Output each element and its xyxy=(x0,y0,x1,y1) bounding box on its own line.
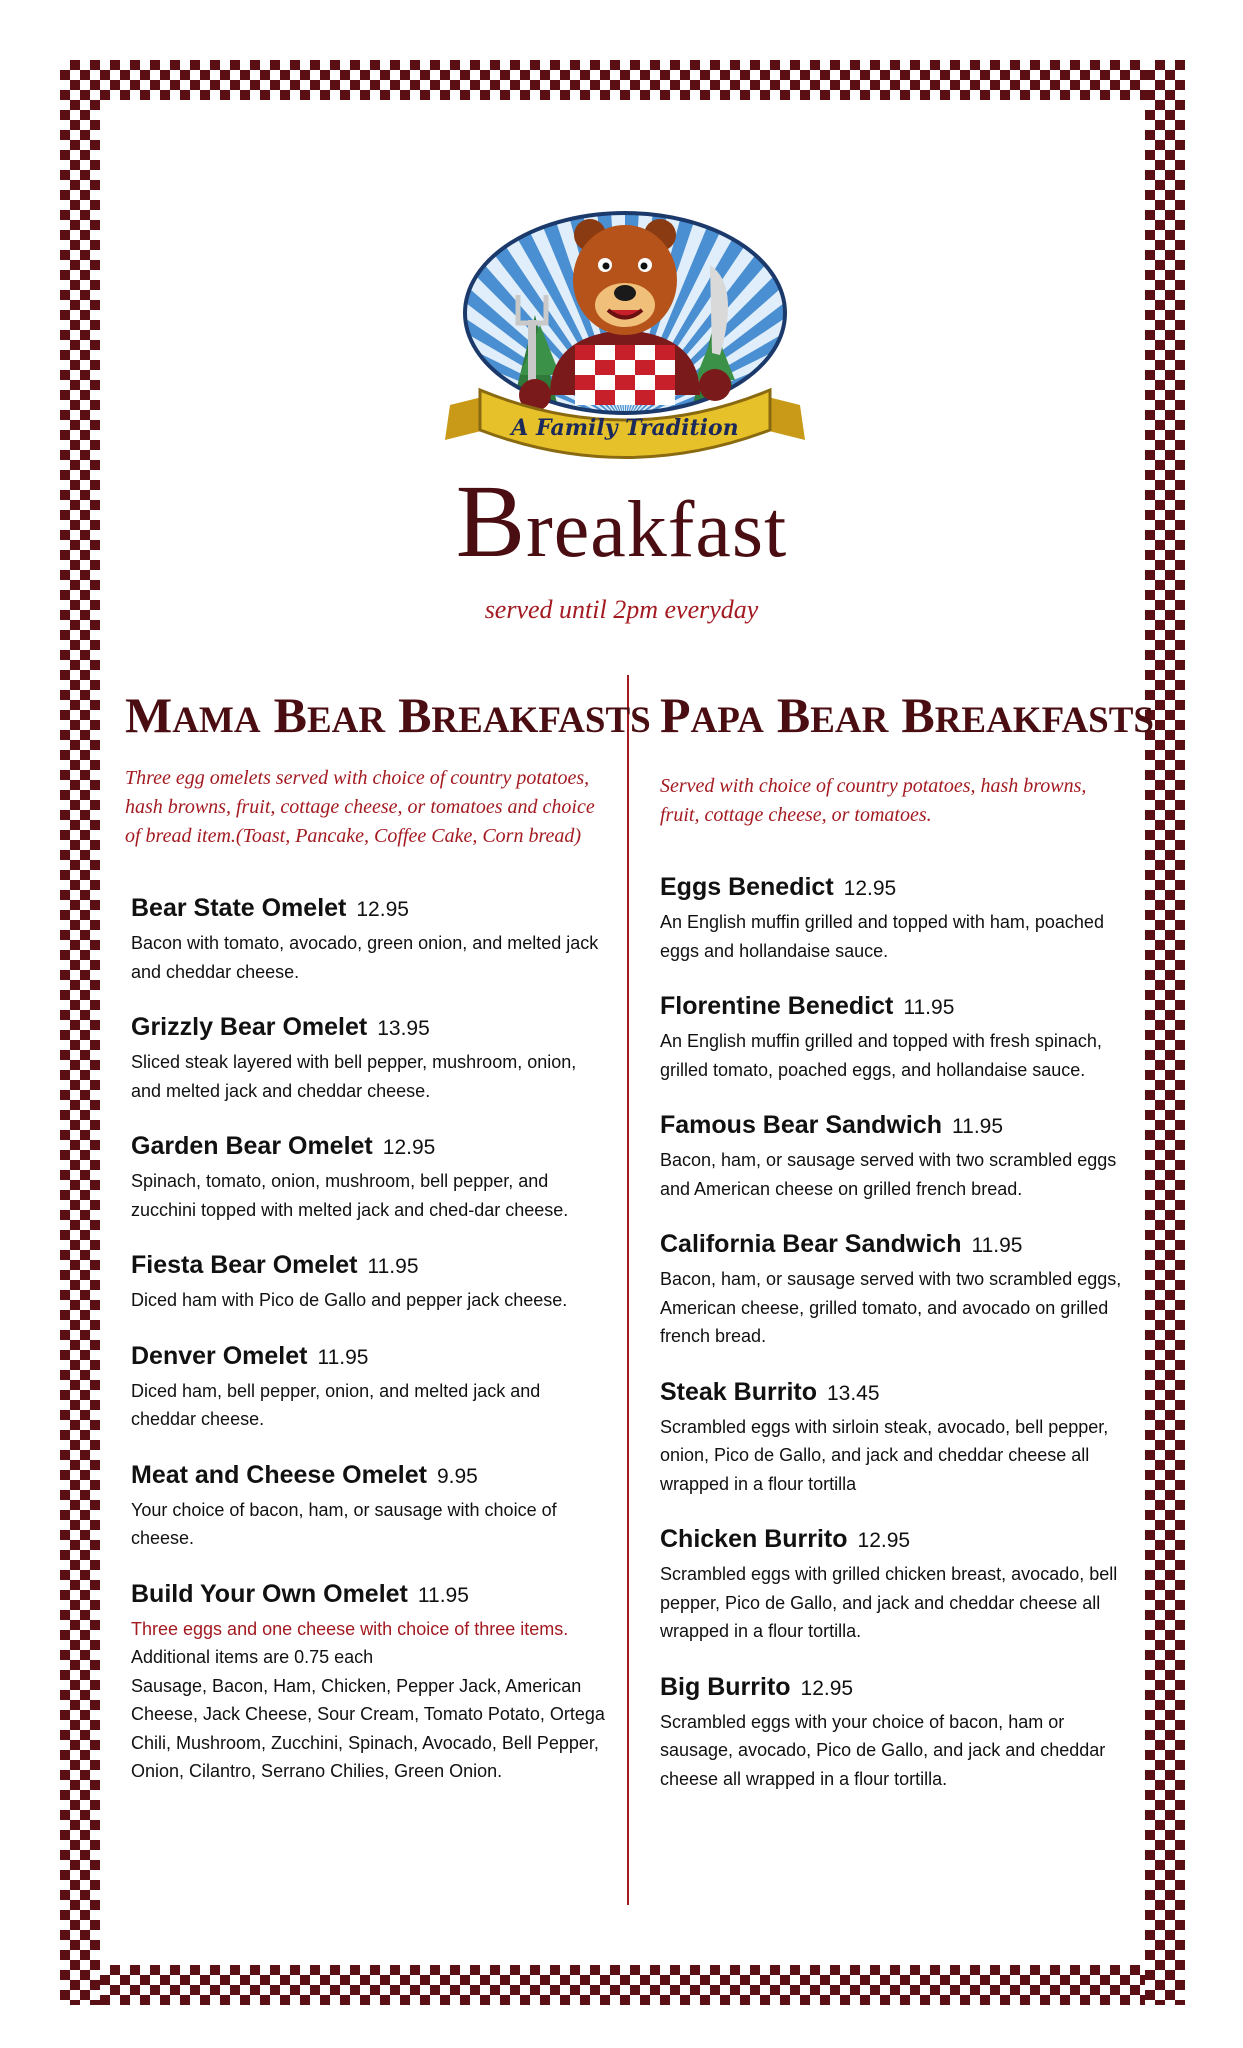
menu-item xyxy=(131,1458,605,1553)
menu-item xyxy=(131,1577,605,1786)
mama-bear-heading: MAMA BEAR BREAKFASTS xyxy=(125,687,651,743)
menu-item-description: Your choice of bacon, ham, or sausage with choice of cheese. xyxy=(131,1499,557,1548)
papa-bear-heading: PAPA BEAR BREAKFASTS xyxy=(660,687,1154,743)
menu-item-name: Florentine Benedict xyxy=(660,992,894,1020)
menu-item-price: 13.95 xyxy=(377,1017,430,1040)
menu-item-header xyxy=(131,891,605,929)
page-title xyxy=(0,464,1243,579)
menu-item-header xyxy=(131,1010,605,1048)
menu-item-description: Diced ham, bell pepper, onion, and melted jack and cheddar cheese. xyxy=(131,1380,541,1429)
menu-item-name: Grizzly Bear Omelet xyxy=(131,1013,368,1041)
menu-item-extra-options: Sausage, Bacon, Ham, Chicken, Pepper Jack, American Cheese, Jack Cheese, Sour Cream, Tomato Potato, Ortega Chili, Mushroom, Zucchini, Spinach, Avocado, Bell Pepper, Onion, Cilantro, Serrano Chilies, Green Onion. xyxy=(131,1675,605,1781)
menu-item-description: Spinach, tomato, onion, mushroom, bell pepper, and zucchini topped with melted jack and ched-dar cheese. xyxy=(131,1171,569,1220)
menu-item-header xyxy=(660,1670,1130,1708)
menu-item-price: 12.95 xyxy=(800,1676,854,1700)
papa-bear-intro: Served with choice of country potatoes, hash browns, fruit, cottage cheese, or tomatoes. xyxy=(660,775,1087,826)
column-divider xyxy=(627,675,629,1905)
menu-item xyxy=(660,1108,1130,1203)
menu-item xyxy=(131,1248,605,1315)
menu-item-description: Bacon, ham, or sausage served with two scrambled eggs, American cheese, grilled tomato, and avocado on grilled french bread. xyxy=(660,1269,1122,1346)
menu-item-price: 12.95 xyxy=(356,898,409,921)
papa-bear-column xyxy=(660,687,1154,1817)
menu-item-name: Denver Omelet xyxy=(131,1341,308,1370)
menu-item-price: 12.95 xyxy=(382,1136,436,1159)
checkered-border-bottom xyxy=(60,1965,1185,2005)
menu-item-description: Diced ham with Pico de Gallo and pepper jack cheese. xyxy=(131,1290,568,1310)
menu-item-price: 13.45 xyxy=(826,1381,880,1405)
menu-item-price: 9.95 xyxy=(436,1464,478,1488)
menu-item-description: An English muffin grilled and topped with fresh spinach, grilled tomato, poached eggs, and hollandaise sauce. xyxy=(660,1031,1102,1080)
mama-bear-intro: Three egg omelets served with choice of country potatoes, hash browns, fruit, cottage cheese, or tomatoes and choice of bread item.(Toast, Pancake, Coffee Cake, Corn bread) xyxy=(125,767,595,847)
menu-item-price: 11.95 xyxy=(971,1234,1023,1257)
menu-item-header xyxy=(131,1248,605,1286)
menu-item-description: An English muffin grilled and topped with ham, poached eggs and hollandaise sauce. xyxy=(660,912,1104,961)
menu-item-name: Meat and Cheese Omelet xyxy=(131,1460,427,1489)
menu-item-description: Scrambled eggs with your choice of bacon, ham or sausage, avocado, Pico de Gallo, and jack and cheddar cheese all wrapped in a flour tortilla. xyxy=(660,1711,1106,1789)
menu-item-header xyxy=(131,1339,605,1377)
page-title-text: Breakfast xyxy=(455,464,788,579)
menu-item-name: California Bear Sandwich xyxy=(660,1230,962,1258)
menu-item-name: Eggs Benedict xyxy=(660,873,834,901)
menu-item-price: 11.95 xyxy=(903,996,955,1019)
menu-item xyxy=(660,1227,1130,1351)
checkered-border-left xyxy=(60,60,100,2005)
menu-item-price: 12.95 xyxy=(857,1529,911,1552)
page-subtitle: served until 2pm everyday xyxy=(484,595,759,624)
menu-item xyxy=(660,1522,1130,1646)
menu-item-description: Scrambled eggs with sirloin steak, avocado, bell pepper, onion, Pico de Gallo, and jack and cheddar cheese all wrapped in a flour tortilla xyxy=(660,1416,1109,1494)
mama-bear-items xyxy=(125,891,605,1786)
menu-item-name: Garden Bear Omelet xyxy=(131,1132,373,1160)
menu-item-description: Scrambled eggs with grilled chicken breast, avocado, bell pepper, Pico de Gallo, and jack and cheddar cheese all wrapped in a flour tortilla. xyxy=(660,1564,1118,1641)
menu-item-price: 12.95 xyxy=(843,877,897,900)
menu-item-header xyxy=(660,1522,1130,1560)
menu-item-price: 11.95 xyxy=(417,1583,469,1607)
logo-banner-text: A Family Tradition xyxy=(511,415,739,441)
menu-item-price: 11.95 xyxy=(367,1255,419,1278)
menu-item-name: Steak Burrito xyxy=(660,1377,817,1406)
menu-item-description: Sliced steak layered with bell pepper, mushroom, onion, and melted jack and cheddar cheese. xyxy=(131,1052,577,1101)
mama-bear-column xyxy=(125,687,651,1810)
menu-item xyxy=(131,1339,605,1434)
menu-item-header xyxy=(660,1108,1130,1146)
menu-item xyxy=(131,1129,605,1224)
menu-item-description: Bacon, ham, or sausage served with two scrambled eggs and American cheese on grilled french bread. xyxy=(660,1150,1117,1199)
menu-item-description: Additional items are 0.75 each xyxy=(131,1647,374,1667)
bear-mascot-logo xyxy=(440,195,810,465)
menu-item-header xyxy=(660,1375,1130,1413)
papa-bear-items xyxy=(660,870,1130,1793)
menu-item xyxy=(660,870,1130,965)
menu-item-name: Big Burrito xyxy=(660,1672,791,1701)
menu-item-description: Bacon with tomato, avocado, green onion, and melted jack and cheddar cheese. xyxy=(131,933,599,982)
menu-item-header xyxy=(660,1227,1130,1265)
menu-item-name: Build Your Own Omelet xyxy=(131,1579,408,1608)
menu-item xyxy=(660,989,1130,1084)
checkered-border-right xyxy=(1145,60,1185,2005)
menu-item-header xyxy=(131,1458,605,1496)
menu-item-name: Chicken Burrito xyxy=(660,1525,848,1553)
menu-item-header xyxy=(660,870,1130,908)
menu-item xyxy=(131,891,605,986)
menu-item xyxy=(131,1010,605,1105)
menu-item-name: Famous Bear Sandwich xyxy=(660,1111,943,1139)
menu-item-name: Fiesta Bear Omelet xyxy=(131,1251,358,1279)
menu-item-price: 11.95 xyxy=(317,1345,369,1369)
menu-item xyxy=(660,1670,1130,1794)
checkered-border-top xyxy=(60,60,1185,100)
menu-item-header xyxy=(660,989,1130,1027)
menu-item-header xyxy=(131,1129,605,1167)
menu-item-header xyxy=(131,1577,605,1615)
menu-item-price: 11.95 xyxy=(952,1115,1004,1138)
menu-item xyxy=(660,1375,1130,1499)
menu-item-note: Three eggs and one cheese with choice of three items. xyxy=(131,1618,569,1639)
menu-item-name: Bear State Omelet xyxy=(131,894,347,922)
